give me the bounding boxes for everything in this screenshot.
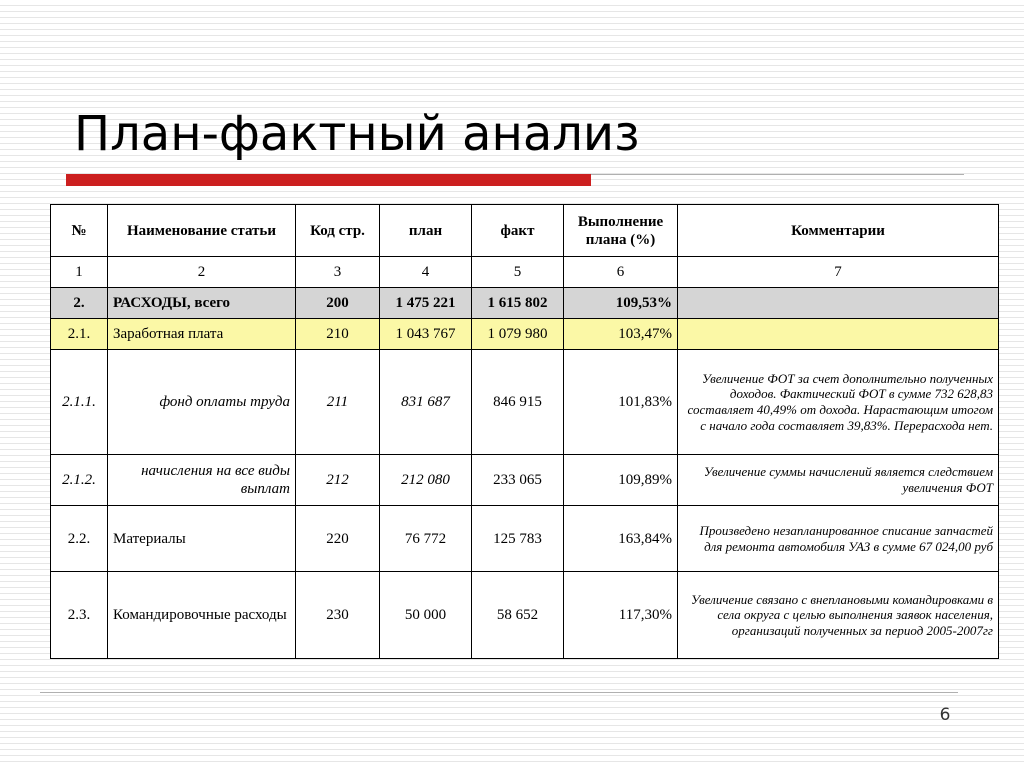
row-code: 211 <box>296 350 380 455</box>
plan-fact-table <box>50 204 999 659</box>
row-comment: Увеличение ФОТ за счет дополнительно полученных доходов. Фактический ФОТ в сумме 732 628,83 составляет 40,49% от дохода. Нарастающим итогом с начало года составляет 39,83%. Перерасхода нет. <box>678 350 999 455</box>
column-number: 3 <box>296 257 380 288</box>
row-number: 2.1.2. <box>51 455 108 506</box>
row-name: начисления на все виды выплат <box>108 455 296 506</box>
row-plan: 1 043 767 <box>380 319 472 350</box>
row-name: Командировочные расходы <box>108 572 296 659</box>
column-number-row <box>51 257 999 288</box>
row-code: 230 <box>296 572 380 659</box>
row-fact: 58 652 <box>472 572 564 659</box>
row-number: 2.3. <box>51 572 108 659</box>
row-percent: 109,89% <box>564 455 678 506</box>
column-number: 5 <box>472 257 564 288</box>
footer-divider <box>40 692 958 693</box>
row-plan: 76 772 <box>380 506 472 572</box>
row-fact: 1 079 980 <box>472 319 564 350</box>
row-comment <box>678 288 999 319</box>
row-comment: Увеличение связано с внеплановыми командировками в села округа с целью выполнения заявок населения, организаций полученных за период 2005-2007гг <box>678 572 999 659</box>
row-number: 2.1. <box>51 319 108 350</box>
row-fact: 1 615 802 <box>472 288 564 319</box>
row-fact: 846 915 <box>472 350 564 455</box>
column-number: 1 <box>51 257 108 288</box>
row-fact: 125 783 <box>472 506 564 572</box>
row-name: Материалы <box>108 506 296 572</box>
column-number: 2 <box>108 257 296 288</box>
header-comment: Комментарии <box>678 205 999 257</box>
row-plan: 831 687 <box>380 350 472 455</box>
row-comment: Увеличение суммы начислений является следствием увеличения ФОТ <box>678 455 999 506</box>
column-number: 7 <box>678 257 999 288</box>
row-name: Заработная плата <box>108 319 296 350</box>
row-number: 2.2. <box>51 506 108 572</box>
table-row-materials <box>51 506 999 572</box>
row-number: 2. <box>51 288 108 319</box>
row-code: 212 <box>296 455 380 506</box>
header-pct: Выполнение плана (%) <box>564 205 678 257</box>
row-number: 2.1.1. <box>51 350 108 455</box>
page-number: 6 <box>939 705 951 725</box>
row-comment: Произведено незапланированное списание запчастей для ремонта автомобиля УАЗ в сумме 67 024,00 руб <box>678 506 999 572</box>
row-name: РАСХОДЫ, всего <box>108 288 296 319</box>
row-code: 210 <box>296 319 380 350</box>
row-code: 220 <box>296 506 380 572</box>
table-row-travel-expenses <box>51 572 999 659</box>
table-row-total-expenses <box>51 288 999 319</box>
header-name: Наименование статьи <box>108 205 296 257</box>
row-percent: 117,30% <box>564 572 678 659</box>
row-fact: 233 065 <box>472 455 564 506</box>
header-no: № <box>51 205 108 257</box>
column-number: 6 <box>564 257 678 288</box>
row-plan: 50 000 <box>380 572 472 659</box>
page-title: План-фактный анализ <box>74 106 640 162</box>
row-percent: 101,83% <box>564 350 678 455</box>
table-header-row <box>51 205 999 257</box>
table-row-salary <box>51 319 999 350</box>
header-plan: план <box>380 205 472 257</box>
table-row-payroll-charges <box>51 455 999 506</box>
header-code: Код стр. <box>296 205 380 257</box>
row-name: фонд оплаты труда <box>108 350 296 455</box>
row-percent: 163,84% <box>564 506 678 572</box>
table-row-wage-fund <box>51 350 999 455</box>
row-plan: 1 475 221 <box>380 288 472 319</box>
row-code: 200 <box>296 288 380 319</box>
row-percent: 109,53% <box>564 288 678 319</box>
row-plan: 212 080 <box>380 455 472 506</box>
title-accent-bar <box>66 174 591 186</box>
row-comment <box>678 319 999 350</box>
row-percent: 103,47% <box>564 319 678 350</box>
column-number: 4 <box>380 257 472 288</box>
header-fact: факт <box>472 205 564 257</box>
